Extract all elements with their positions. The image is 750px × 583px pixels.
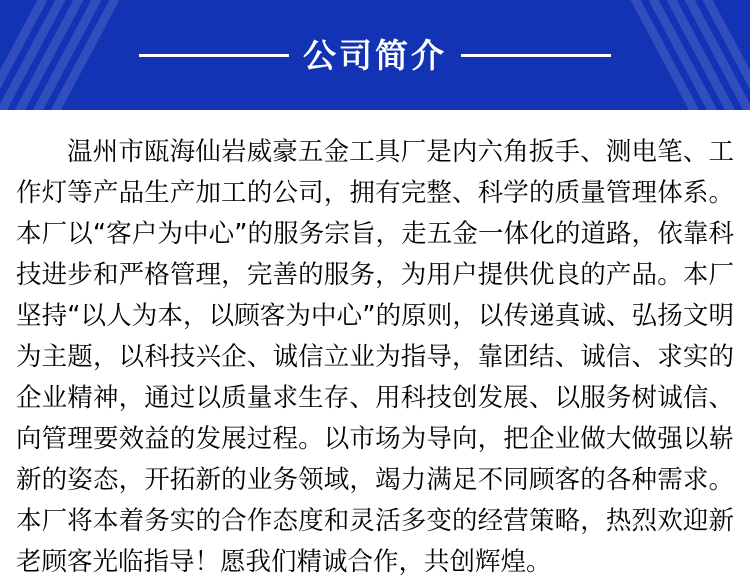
horizontal-rule-icon-right — [461, 54, 611, 57]
company-description-paragraph: 温州市瓯海仙岩威豪五金工具厂是内六角扳手、测电笔、工作灯等产品生产加工的公司，拥有完整、科学的质量管理体系。本厂以“客户为中心”的服务宗旨，走五金一体化的道路，依靠科技进步和严格管理，完善的服务，为用户提供优良的产品。本厂坚持“以人为本，以顾客为中心”的原则，以传递真诚、弘扬文明为主题，以科技兴企、诚信立业为指导，靠团结、诚信、求实的企业精神，通过以质量求生存、用科技创发展、以服务树诚信、向管理要效益的发展过程。以市场为导向，把企业做大做强以崭新的姿态，开拓新的业务领域，竭力满足不同顾客的各种需求。本厂将本着务实的合作态度和灵活多变的经营策略，热烈欢迎新老顾客光临指导！愿我们精诚合作，共创辉煌。 — [16, 137, 734, 577]
banner-stripes-left-decoration — [0, 0, 110, 110]
banner-stripes-right-decoration — [640, 0, 750, 110]
banner-inner — [139, 35, 611, 75]
page-title: 公司简介 — [303, 35, 447, 75]
content-area — [0, 110, 750, 583]
horizontal-rule-icon-left — [139, 54, 289, 57]
section-banner — [0, 0, 750, 110]
